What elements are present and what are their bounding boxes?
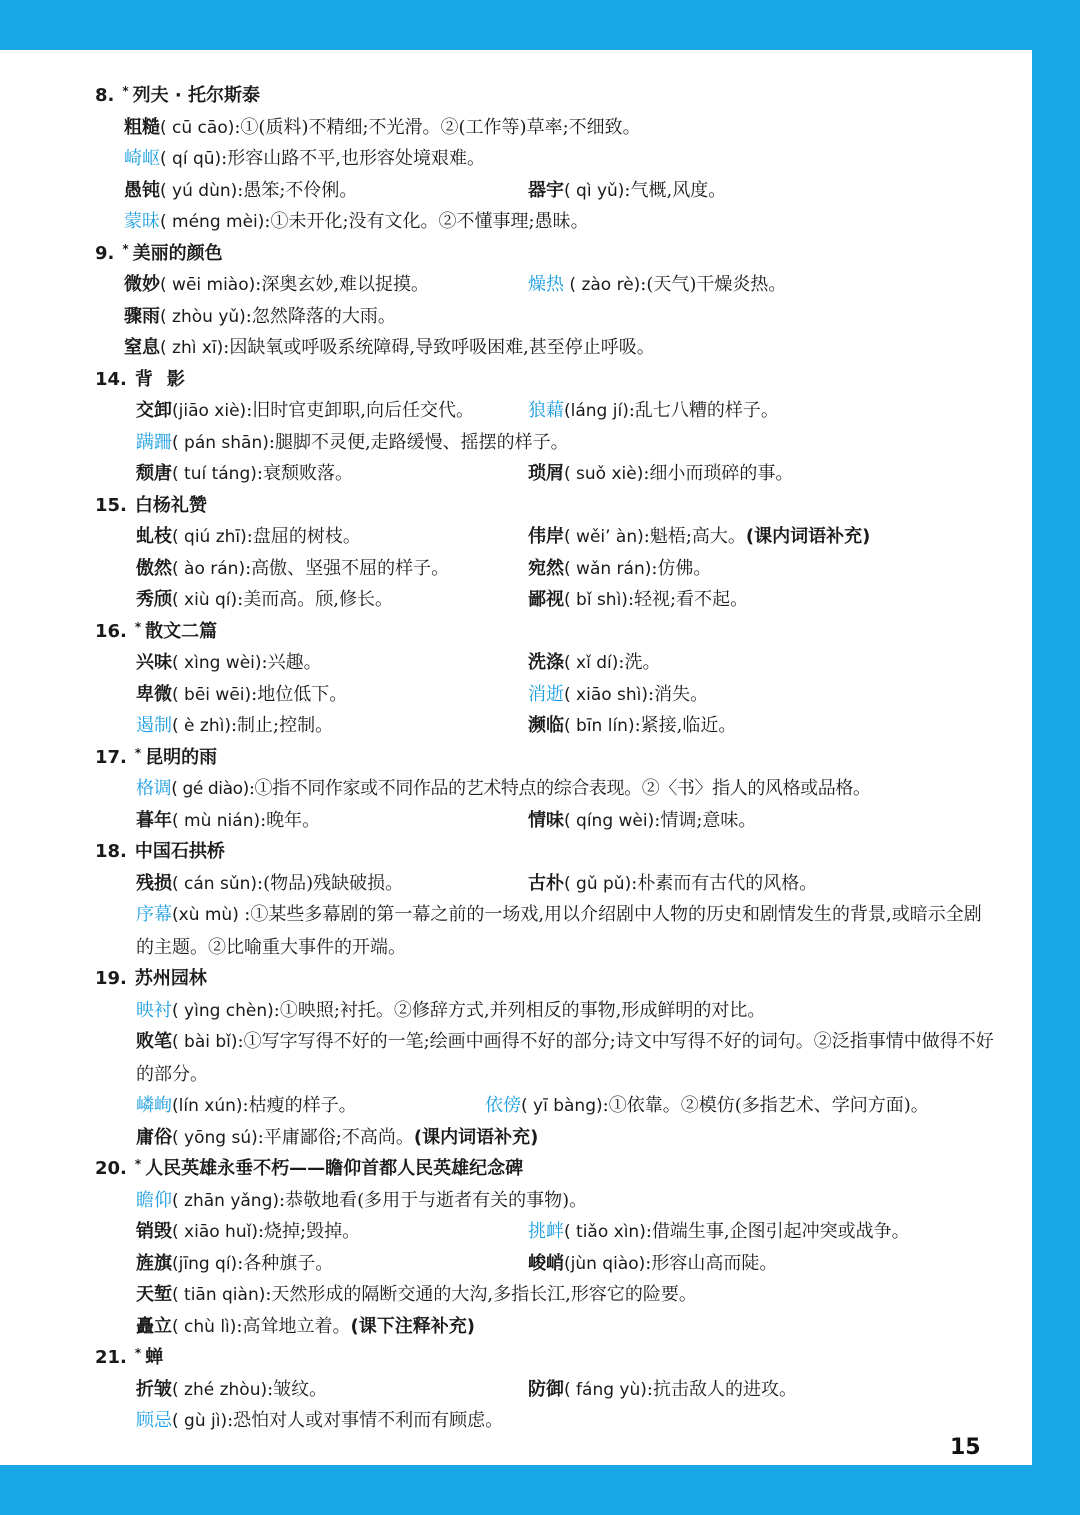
vocab-entry: 琐屑( suǒ xiè):细小而琐碎的事。	[528, 463, 794, 484]
vocab-entry: 狼藉(láng jí):乱七八糟的样子。	[528, 400, 779, 421]
vocab-entry: 鄙视( bǐ shì):轻视;看不起。	[528, 589, 749, 610]
vocab-entry: 燥热 ( zào rè):(天气)干燥炎热。	[528, 274, 787, 295]
vocab-row	[95, 773, 995, 805]
section-heading-18: 18. 中国石拱桥	[95, 841, 225, 862]
vocab-entry: 旌旗(jīng qí):各种旗子。	[136, 1252, 334, 1274]
vocab-row	[95, 710, 995, 742]
vocab-entry: 矗立( chù lì):高耸地立着。(课下注释补充)	[136, 1315, 475, 1337]
vocab-entry: 洗涤( xǐ dí):洗。	[528, 652, 661, 673]
section-heading-17: 17. * 昆明的雨	[95, 745, 218, 768]
vocab-entry: 窒息( zhì xī):因缺氧或呼吸系统障碍,导致呼吸困难,甚至停止呼吸。	[124, 337, 655, 358]
section-heading-19: 19. 苏州园林	[95, 968, 207, 989]
vocab-row	[95, 868, 995, 900]
supplement-note: (课内词语补充)	[413, 1126, 539, 1148]
top-frame-bar	[0, 0, 1080, 50]
right-frame-bar	[1032, 0, 1080, 1515]
vocab-row	[95, 143, 995, 175]
vocab-row	[95, 175, 995, 207]
vocab-entry: 遏制( è zhì):制止;控制。	[136, 715, 334, 736]
vocab-entry: 嶙峋(lín xún):枯瘦的样子。	[136, 1095, 357, 1116]
vocab-entry: 虬枝( qiú zhī):盘屈的树枝。	[136, 526, 361, 547]
vocab-entry: 骤雨( zhòu yǔ):忽然降落的大雨。	[124, 305, 396, 327]
section-heading-14: 14. 背影	[95, 368, 199, 390]
vocab-row	[95, 395, 995, 427]
section-heading-16: 16. * 散文二篇	[95, 619, 218, 642]
vocab-row	[95, 584, 995, 616]
vocab-row	[95, 679, 995, 711]
bottom-frame-bar	[0, 1465, 1080, 1515]
vocab-row	[95, 1279, 995, 1311]
section-heading-15: 15. 白杨礼赞	[95, 494, 207, 516]
vocab-entry: 败笔( bài bǐ):①写字写得不好的一笔;绘画中画得不好的部分;诗文中写得不好的词句。②泛指事情中做得不好的部分。	[136, 1031, 994, 1085]
vocab-row	[95, 1216, 995, 1248]
section-title: 人民英雄永垂不朽——瞻仰首都人民英雄纪念碑	[145, 1158, 524, 1179]
vocab-row	[95, 112, 995, 144]
vocab-entry: 残损( cán sǔn):(物品)残缺破损。	[136, 872, 404, 894]
vocab-entry: 器宇( qì yǔ):气概,风度。	[528, 179, 727, 201]
vocab-row	[95, 1090, 995, 1122]
section-heading-21: 21. * 蝉	[95, 1346, 164, 1368]
vocab-entry: 庸俗( yōng sú):平庸鄙俗;不高尚。(课内词语补充)	[136, 1126, 539, 1148]
vocab-entry: 依傍( yī bàng):①依靠。②模仿(多指艺术、学问方面)。	[485, 1095, 929, 1116]
section-heading-8: 8. * 列夫 · 托尔斯泰	[95, 84, 261, 106]
vocab-entry: 蹒跚( pán shān):腿脚不灵便,走路缓慢、摇摆的样子。	[136, 431, 569, 453]
section-title: 苏州园林	[134, 968, 207, 989]
vocab-entry: 古朴( gǔ pǔ):朴素而有古代的风格。	[528, 872, 818, 894]
vocab-entry: 傲然( ào rán):高傲、坚强不屈的样子。	[136, 557, 450, 579]
vocab-row	[95, 332, 995, 364]
vocab-row	[95, 1374, 995, 1406]
section-title: 美丽的颜色	[132, 242, 223, 264]
supplement-note: (课下注释补充)	[350, 1315, 475, 1337]
section-title: 中国石拱桥	[134, 841, 225, 862]
section-title: 背影	[134, 368, 199, 390]
vocab-row	[95, 427, 995, 459]
vocab-row	[95, 647, 995, 679]
section-title: 列夫 · 托尔斯泰	[132, 85, 261, 106]
vocab-entry: 暮年( mù nián):晚年。	[136, 809, 321, 831]
vocab-entry: 伟岸( wěi’ àn):魁梧;高大。(课内词语补充)	[528, 526, 871, 547]
vocab-entry: 映衬( yìng chèn):①映照;衬托。②修辞方式,并列相反的事物,形成鲜明的对比。	[136, 999, 766, 1021]
vocab-entry: 卑微( bēi wēi):地位低下。	[136, 683, 348, 705]
vocab-row	[95, 269, 995, 301]
vocab-entry: 天堑( tiān qiàn):天然形成的隔断交通的大沟,多指长江,形容它的险要。	[136, 1284, 697, 1305]
page-number: 15	[950, 1435, 981, 1460]
vocab-row	[95, 1405, 995, 1437]
vocab-row	[95, 1026, 995, 1090]
vocab-entry: 顾忌( gù jì):恐怕对人或对事情不利而有顾虑。	[136, 1410, 504, 1431]
section-heading-20: 20. * 人民英雄永垂不朽——瞻仰首都人民英雄纪念碑	[95, 1157, 524, 1179]
vocab-entry: 交卸(jiāo xiè):旧时官吏卸职,向后任交代。	[136, 400, 474, 421]
vocab-row	[95, 805, 995, 837]
vocab-row	[95, 1185, 995, 1217]
vocab-entry: 粗糙( cū cāo):①(质料)不精细;不光滑。②(工作等)草率;不细致。	[124, 116, 641, 138]
vocab-entry: 兴味( xìng wèi):兴趣。	[136, 652, 322, 673]
vocab-entry: 销毁( xiāo huǐ):烧掉;毁掉。	[136, 1221, 361, 1242]
vocab-entry: 峻峭(jùn qiào):形容山高而陡。	[528, 1252, 778, 1274]
vocab-entry: 濒临( bīn lín):紧接,临近。	[528, 715, 737, 736]
vocab-row	[95, 206, 995, 238]
vocab-row	[95, 553, 995, 585]
vocab-entry: 折皱( zhé zhòu):皱纹。	[136, 1378, 328, 1400]
vocabulary-list	[95, 80, 995, 1437]
vocab-entry: 消逝( xiāo shì):消失。	[528, 683, 709, 705]
vocab-entry: 愚钝( yú dùn):愚笨;不伶俐。	[124, 179, 358, 201]
section-title: 昆明的雨	[145, 746, 218, 768]
vocab-row	[95, 1311, 995, 1343]
vocab-row	[95, 458, 995, 490]
vocab-entry: 蒙昧( méng mèi):①未开化;没有文化。②不懂事理;愚昧。	[124, 211, 589, 232]
vocab-entry: 情味( qíng wèi):情调;意味。	[528, 809, 757, 831]
vocab-row	[95, 521, 995, 553]
section-title: 散文二篇	[145, 620, 218, 642]
vocab-entry: 瞻仰( zhān yǎng):恭敬地看(多用于与逝者有关的事物)。	[136, 1189, 588, 1211]
vocab-row	[95, 301, 995, 333]
vocab-entry: 格调( gé diào):①指不同作家或不同作品的艺术特点的综合表现。②〈书〉指人的风格或品格。	[136, 778, 871, 799]
section-heading-9: 9. * 美丽的颜色	[95, 241, 223, 264]
section-title: 蝉	[145, 1347, 164, 1368]
vocab-entry: 颓唐( tuí táng):衰颓败落。	[136, 463, 353, 484]
vocab-row	[95, 1248, 995, 1280]
vocab-entry: 微妙( wēi miào):深奥玄妙,难以捉摸。	[124, 274, 430, 295]
vocab-entry: 崎岖( qí qū):形容山路不平,也形容处境艰难。	[124, 148, 485, 169]
vocab-row	[95, 1122, 995, 1154]
vocab-entry: 防御( fáng yù):抗击敌人的进攻。	[528, 1378, 797, 1400]
vocab-entry: 宛然( wǎn rán):仿佛。	[528, 557, 712, 579]
vocab-entry: 秀颀( xiù qí):美而高。颀,修长。	[136, 589, 393, 610]
vocab-entry: 挑衅( tiǎo xìn):借端生事,企图引起冲突或战争。	[528, 1221, 910, 1242]
vocab-row	[95, 995, 995, 1027]
vocab-entry: 序幕(xù mù) :①某些多幕剧的第一幕之前的一场戏,用以介绍剧中人物的历史和剧情发生的背景,或暗示全剧的主题。②比喻重大事件的开端。	[136, 904, 982, 958]
supplement-note: (课内词语补充)	[745, 526, 871, 547]
vocab-row	[95, 899, 995, 963]
section-title: 白杨礼赞	[134, 494, 207, 516]
